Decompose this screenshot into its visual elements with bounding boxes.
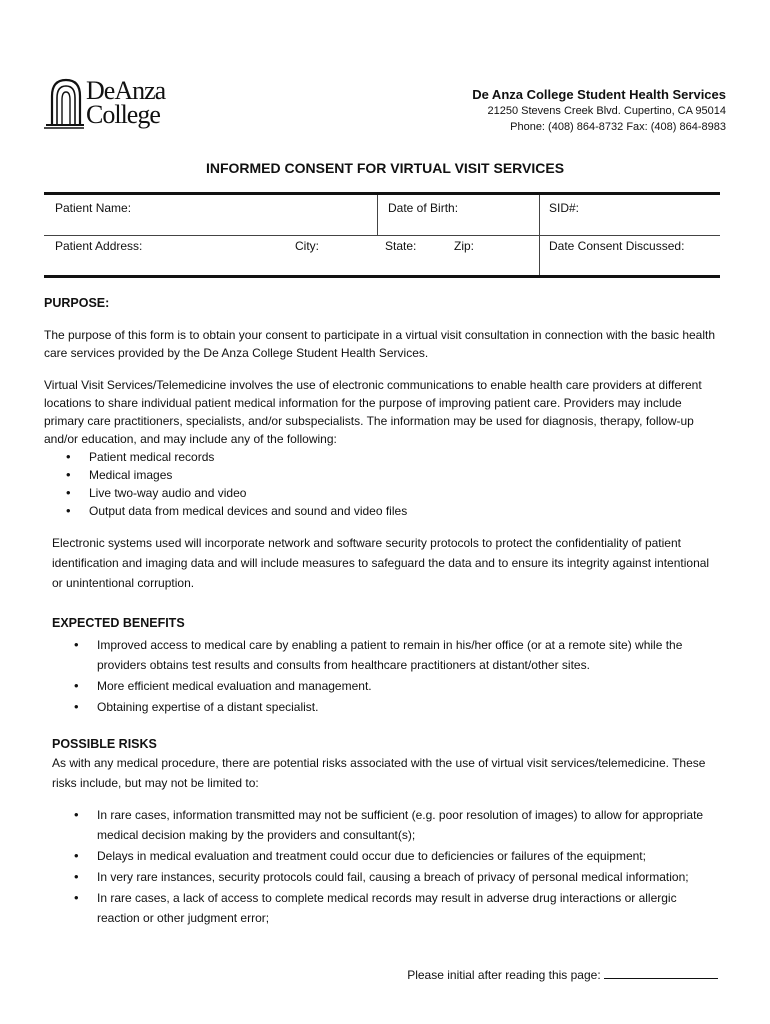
security-paragraph: Electronic systems used will incorporate network and software security protocols to protect the confidentiality of patient identification and imaging data and will include measures to safeguard the data and to ensure its integrity against intentional or unintentional corruption. — [52, 536, 710, 590]
college-logo — [44, 76, 184, 132]
benefits-list — [52, 635, 716, 717]
information-list — [44, 448, 724, 520]
sid-field[interactable]: SID#: — [549, 201, 580, 215]
risks-intro: As with any medical procedure, there are potential risks associated with the use of virtual visit services/telemedicine. These risks include, but may not be limited to: — [52, 756, 706, 790]
logo-text-college: College — [86, 100, 160, 129]
table-col-divider — [377, 195, 378, 235]
city-field[interactable]: City: — [295, 239, 319, 253]
org-address: 21250 Stevens Creek Blvd. Cupertino, CA 95014 — [487, 105, 726, 117]
purpose-heading: PURPOSE: — [44, 296, 110, 310]
patient-name-field[interactable]: Patient Name: — [55, 201, 132, 215]
benefits-heading: EXPECTED BENEFITS — [52, 616, 185, 630]
list-item: • Obtaining expertise of a distant specialist. — [52, 697, 716, 717]
date-consent-field[interactable]: Date Consent Discussed: — [549, 239, 685, 253]
logo-text-deanza: DeAnza — [86, 76, 166, 105]
state-field[interactable]: State: — [385, 239, 417, 253]
document-title: INFORMED CONSENT FOR VIRTUAL VISIT SERVICES — [205, 160, 565, 176]
org-name: De Anza College Student Health Services — [472, 87, 726, 102]
initial-label: Please initial after reading this page: — [407, 968, 601, 982]
patient-address-field[interactable]: Patient Address: — [55, 239, 143, 253]
list-item: • Patient medical records — [44, 448, 724, 466]
benefits-section — [52, 614, 716, 718]
initial-input[interactable] — [604, 966, 718, 979]
table-col-divider — [539, 195, 540, 275]
list-item: • In rare cases, a lack of access to complete medical records may result in adverse drug interactions or allergic reaction or other judgment error; — [52, 888, 720, 928]
org-info — [472, 86, 726, 135]
list-item: • In very rare instances, security protocols could fail, causing a breach of privacy of personal medical information; — [52, 867, 720, 887]
table-row-divider — [44, 235, 720, 236]
list-item: • Delays in medical evaluation and treatment could occur due to deficiencies or failures of the equipment; — [52, 846, 720, 866]
list-item: • Live two-way audio and video — [44, 484, 724, 502]
initial-line — [407, 966, 718, 982]
list-item: • In rare cases, information transmitted may not be sufficient (e.g. poor resolution of images) to allow for appropriate medical decision making by the providers and consultant(s); — [52, 805, 720, 845]
purpose-section — [44, 294, 724, 520]
org-phone-fax: Phone: (408) 864-8732 Fax: (408) 864-8983 — [510, 121, 726, 133]
list-item: • More efficient medical evaluation and management. — [52, 676, 716, 696]
risks-section — [52, 735, 720, 929]
college-seal-icon — [44, 76, 84, 130]
risks-heading: POSSIBLE RISKS — [52, 737, 157, 751]
list-item: • Medical images — [44, 466, 724, 484]
risks-list — [52, 805, 720, 928]
date-of-birth-field[interactable]: Date of Birth: — [388, 201, 459, 215]
patient-info-table — [44, 192, 720, 278]
list-item: • Output data from medical devices and sound and video files — [44, 502, 724, 520]
purpose-paragraph: The purpose of this form is to obtain your consent to participate in a virtual visit consultation in connection with the basic health care services provided by the De Anza College Student Health Services. — [44, 328, 716, 360]
zip-field[interactable]: Zip: — [454, 239, 475, 253]
list-item: • Improved access to medical care by enabling a patient to remain in his/her office (or at a remote site) while the providers obtains test results and consults from healthcare practitioners at distant/other sites. — [52, 635, 716, 675]
telemedicine-paragraph: Virtual Visit Services/Telemedicine involves the use of electronic communications to enable health care providers at different locations to share individual patient medical information for the purpose of improving patient care. Providers may include primary care practitioners, specialists, and/or subspecialists. The information may be used for diagnosis, therapy, follow-up and/or education, and may include any of the following: — [44, 378, 702, 446]
